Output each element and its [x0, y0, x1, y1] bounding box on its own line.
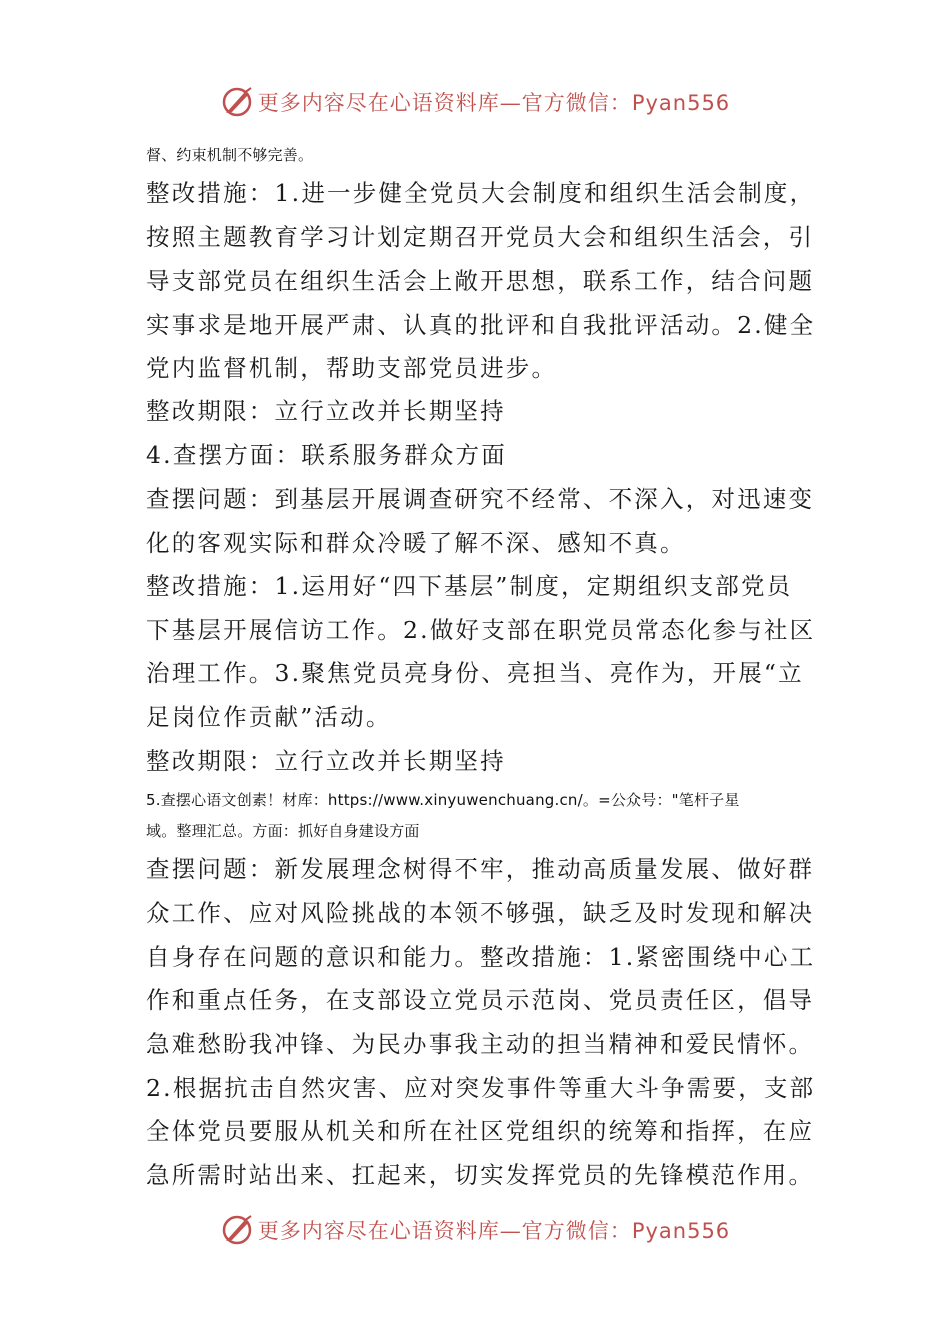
text-line: 5.查摆心语文创素！材库：https://www.xinyuwenchuang.cn/。=公众号："笔杆子星 [146, 791, 740, 809]
pen-feather-logo-icon [220, 1213, 254, 1247]
footer-banner [0, 1210, 950, 1250]
text-line: 整改措施：1.运用好“四下基层”制度，定期组织支部党员 [146, 572, 793, 600]
text-line: 查摆问题：新发展理念树得不牢，推动高质量发展、做好群 [146, 855, 815, 883]
text-line: 域。整理汇总。方面：抓好自身建设方面 [146, 822, 420, 840]
text-line: 全体党员要服从机关和所在社区党组织的统筹和指挥，在应 [146, 1117, 815, 1145]
text-line: 党内监督机制，帮助支部党员进步。 [146, 354, 558, 382]
text-line: 4.查摆方面：联系服务群众方面 [146, 441, 507, 469]
text-line: 整改期限：立行立改并长期坚持 [146, 747, 506, 775]
text-line: 急难愁盼我冲锋、为民办事我主动的担当精神和爱民情怀。 [146, 1030, 815, 1058]
footer-banner-cn: 更多内容尽在心语资料库—官方微信： [257, 1219, 632, 1243]
text-line: 自身存在问题的意识和能力。整改措施：1.紧密围绕中心工 [146, 943, 816, 971]
text-line: 化的客观实际和群众冷暖了解不深、感知不真。 [146, 529, 686, 557]
footer-banner-text [258, 1215, 730, 1245]
text-line: 众工作、应对风险挑战的本领不够强，缺乏及时发现和解决 [146, 899, 815, 927]
text-line: 下基层开展信访工作。2.做好支部在职党员常态化参与社区 [146, 616, 816, 644]
text-line: 整改措施：1.进一步健全党员大会制度和组织生活会制度， [146, 179, 816, 207]
header-banner-wechat-id: Pyan556 [631, 91, 731, 115]
text-line: 导支部党员在组织生活会上敞开思想，联系工作，结合问题 [146, 267, 815, 295]
text-line: 督、约束机制不够完善。 [146, 146, 314, 164]
text-line: 急所需时站出来、扛起来，切实发挥党员的先锋模范作用。 [146, 1161, 815, 1189]
text-line: 2.根据抗击自然灾害、应对突发事件等重大斗争需要，支部 [146, 1074, 816, 1102]
header-banner-text [258, 87, 730, 117]
text-line: 足岗位作贡献”活动。 [146, 703, 392, 731]
header-banner [0, 82, 950, 122]
text-line: 整改期限：立行立改并长期坚持 [146, 397, 506, 425]
text-line: 作和重点任务，在支部设立党员示范岗、党员责任区，倡导 [146, 986, 815, 1014]
footer-banner-wechat-id: Pyan556 [631, 1219, 731, 1243]
pen-feather-logo-icon [220, 85, 254, 119]
text-line: 实事求是地开展严肃、认真的批评和自我批评活动。2.健全 [146, 311, 816, 339]
text-line: 查摆问题：到基层开展调查研究不经常、不深入，对迅速变 [146, 485, 815, 513]
header-banner-cn: 更多内容尽在心语资料库—官方微信： [257, 91, 632, 115]
text-line: 按照主题教育学习计划定期召开党员大会和组织生活会，引 [146, 223, 815, 251]
text-line: 治理工作。3.聚焦党员亮身份、亮担当、亮作为，开展“立 [146, 659, 804, 687]
